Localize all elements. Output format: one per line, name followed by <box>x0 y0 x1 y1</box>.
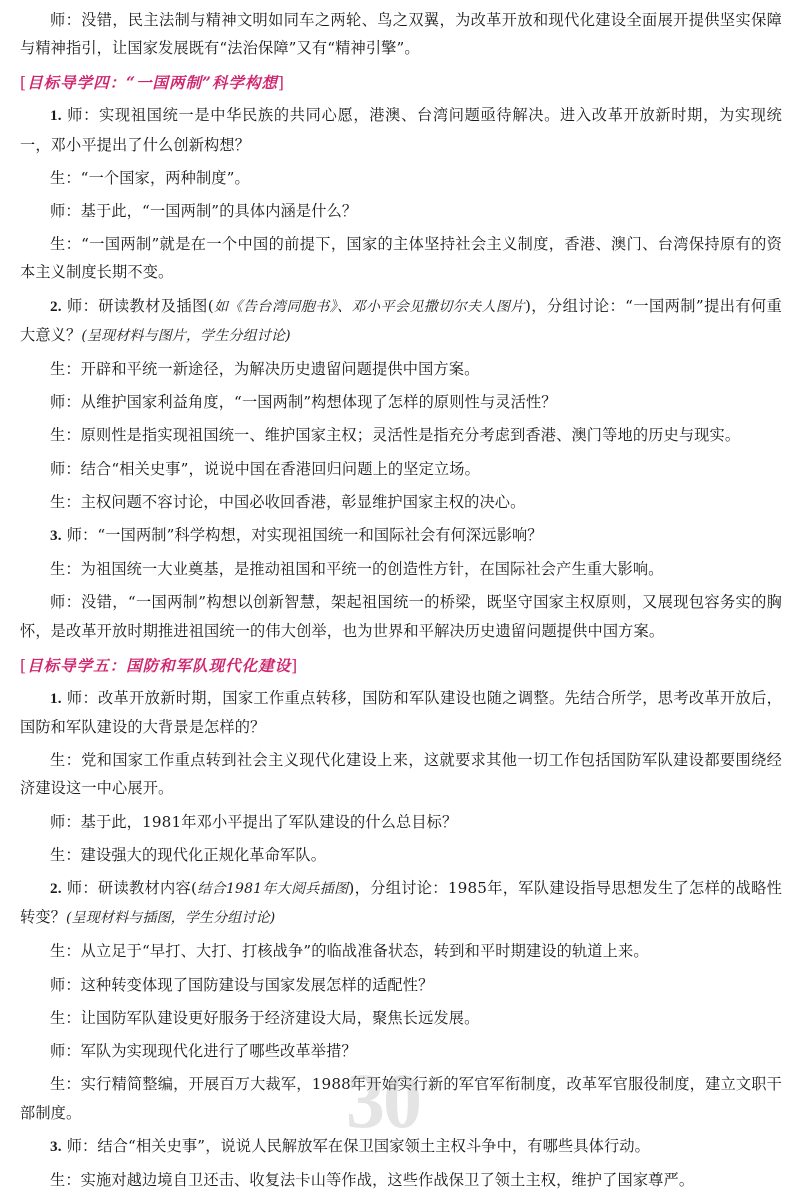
question-number: 1. <box>50 107 62 125</box>
paragraph-text: 生：“一国两制”就是在一个中国的前提下，国家的主体坚持社会主义制度，香港、澳门、台湾保持原有的资本主义制度长期不变。 <box>20 235 782 282</box>
paragraph-text: 师：改革开放新时期，国家工作重点转移，国防和军队建设也随之调整。先结合所学，思考改革开放后，国防和军队建设的大背景是怎样的？ <box>20 688 782 737</box>
document-body <box>20 6 782 1199</box>
heading-text: 目标导学四：“一国两制”科学构想 <box>27 73 278 93</box>
paragraph-text: 师：基于此，1981年邓小平提出了军队建设的什么总目标？ <box>50 812 458 831</box>
paragraph-text: 生：原则性是指实现祖国统一、维护国家主权；灵活性是指充分考虑到香港、澳门等地的历史与现实。 <box>50 426 741 445</box>
paragraph-text: 生：开辟和平统一新途径，为解决历史遗留问题提供中国方案。 <box>50 360 480 379</box>
dialogue-paragraph <box>20 555 782 583</box>
paragraph-text: 师：研读教材内容( <box>66 879 198 898</box>
paragraph-text: 生：实施对越边境自卫还击、收复法卡山等作战，这些作战保卫了领土主权，维护了国家尊严。 <box>50 1170 695 1189</box>
dialogue-paragraph <box>20 1037 782 1065</box>
paragraph-text: 生：建设强大的现代化正规化革命军队。 <box>50 845 327 864</box>
paragraph-text: 师：没错，民主法制与精神文明如同车之两轮、鸟之双翼，为改革开放和现代化建设全面展开提供坚实保障与精神指引，让国家发展既有“法治保障”又有“精神引擎”。 <box>20 11 782 58</box>
paragraph-note: 如《告台湾同胞书》、邓小平会见撒切尔夫人图片 <box>213 298 525 315</box>
dialogue-paragraph <box>20 1004 782 1032</box>
paragraph-text: 师：研读教材及插图( <box>66 296 214 315</box>
dialogue-paragraph <box>20 746 782 802</box>
dialogue-paragraph <box>20 197 782 225</box>
dialogue-paragraph <box>20 808 782 836</box>
dialogue-paragraph <box>20 355 782 383</box>
dialogue-paragraph <box>20 292 782 350</box>
question-number: 2. <box>50 297 62 315</box>
paragraph-text: 师：没错，“一国两制”构想以创新智慧，架起祖国统一的桥梁，既坚守国家主权原则，又展现包容务实的胸怀，是改革开放时期推进祖国统一的伟大创举，也为世界和平解决历史遗留问题提供中国方案。 <box>20 593 782 640</box>
paragraph-text: 生：主权问题不容讨论，中国必收回香港，彰显维护国家主权的决心。 <box>50 492 526 511</box>
dialogue-paragraph <box>20 1132 782 1161</box>
dialogue-paragraph <box>20 101 782 158</box>
paragraph-text: 师：这种转变体现了国防建设与国家发展怎样的适配性？ <box>50 975 434 994</box>
dialogue-paragraph <box>20 421 782 449</box>
dialogue-paragraph <box>20 684 782 741</box>
dialogue-paragraph <box>20 164 782 192</box>
activity-note: (呈现材料与图片，学生分组讨论) <box>81 327 291 344</box>
dialogue-paragraph <box>20 971 782 999</box>
dialogue-paragraph <box>20 1070 782 1126</box>
activity-note: (呈现材料与插图，学生分组讨论) <box>66 910 276 927</box>
paragraph-text: 生：实行精简整编，开展百万大裁军，1988年开始实行新的军官军衔制度，改革军官服役制度，建立文职干部制度。 <box>20 1075 782 1122</box>
dialogue-paragraph <box>20 874 782 932</box>
question-number: 1. <box>50 689 62 707</box>
paragraph-text: 师：结合“相关史事”，说说人民解放军在保卫国家领土主权斗争中，有哪些具体行动。 <box>66 1136 651 1155</box>
paragraph-text: 师：实现祖国统一是中华民族的共同心愿，港澳、台湾问题亟待解决。进入改革开放新时期，为实现统一，邓小平提出了什么创新构想？ <box>20 106 783 154</box>
paragraph-note: 结合1981年大阅兵插图 <box>197 881 349 898</box>
question-number: 2. <box>50 880 62 898</box>
page-number-watermark: 30 <box>346 1057 420 1144</box>
heading-bracket-left: [ <box>20 74 28 93</box>
paragraph-text-continued: )，分组讨论：1985年，军队建设指导思想发生了怎样的战略性转变？ <box>20 879 782 927</box>
dialogue-paragraph <box>20 1166 782 1194</box>
paragraph-text: 师：“一国两制”科学构想，对实现祖国统一和国际社会有何深远影响？ <box>66 526 543 545</box>
section-heading <box>20 650 782 684</box>
paragraph-text: 生：党和国家工作重点转到社会主义现代化建设上来，这就要求其他一切工作包括国防军队建设都要围绕经济建设这一中心展开。 <box>20 751 782 798</box>
paragraph-text: 生：让国防军队建设更好服务于经济建设大局，聚焦长远发展。 <box>50 1008 480 1027</box>
dialogue-paragraph <box>20 230 782 286</box>
dialogue-paragraph <box>20 937 782 965</box>
dialogue-paragraph <box>20 388 782 416</box>
dialogue-paragraph <box>20 521 782 550</box>
paragraph-text-continued: )，分组讨论：“一国两制”提出有何重大意义？ <box>20 296 782 344</box>
heading-bracket-right: ] <box>277 74 285 93</box>
heading-text: 目标导学五：国防和军队现代化建设 <box>27 655 292 675</box>
section-heading <box>20 67 782 101</box>
paragraph-text: 生：“一个国家，两种制度”。 <box>50 168 250 187</box>
dialogue-paragraph <box>20 488 782 516</box>
dialogue-paragraph <box>20 455 782 483</box>
question-number: 3. <box>50 527 62 545</box>
paragraph-text: 生：为祖国统一大业奠基，是推动祖国和平统一的创造性方针，在国际社会产生重大影响。 <box>50 560 664 579</box>
paragraph-text: 师：从维护国家利益角度，“一国两制”构想体现了怎样的原则性与灵活性？ <box>50 393 557 412</box>
paragraph-text: 师：结合“相关史事”，说说中国在香港回归问题上的坚定立场。 <box>50 459 480 478</box>
heading-bracket-left: [ <box>20 656 28 675</box>
paragraph-text: 师：基于此，“一国两制”的具体内涵是什么？ <box>50 202 358 221</box>
question-number: 3. <box>50 1137 62 1155</box>
dialogue-paragraph <box>20 588 782 644</box>
heading-bracket-right: ] <box>291 656 299 675</box>
paragraph-text: 师：军队为实现现代化进行了哪些改革举措？ <box>50 1042 357 1061</box>
dialogue-paragraph <box>20 6 782 62</box>
paragraph-text: 生：从立足于“早打、大打、打核战争”的临战准备状态，转到和平时期建设的轨道上来。 <box>50 942 649 961</box>
dialogue-paragraph <box>20 841 782 869</box>
